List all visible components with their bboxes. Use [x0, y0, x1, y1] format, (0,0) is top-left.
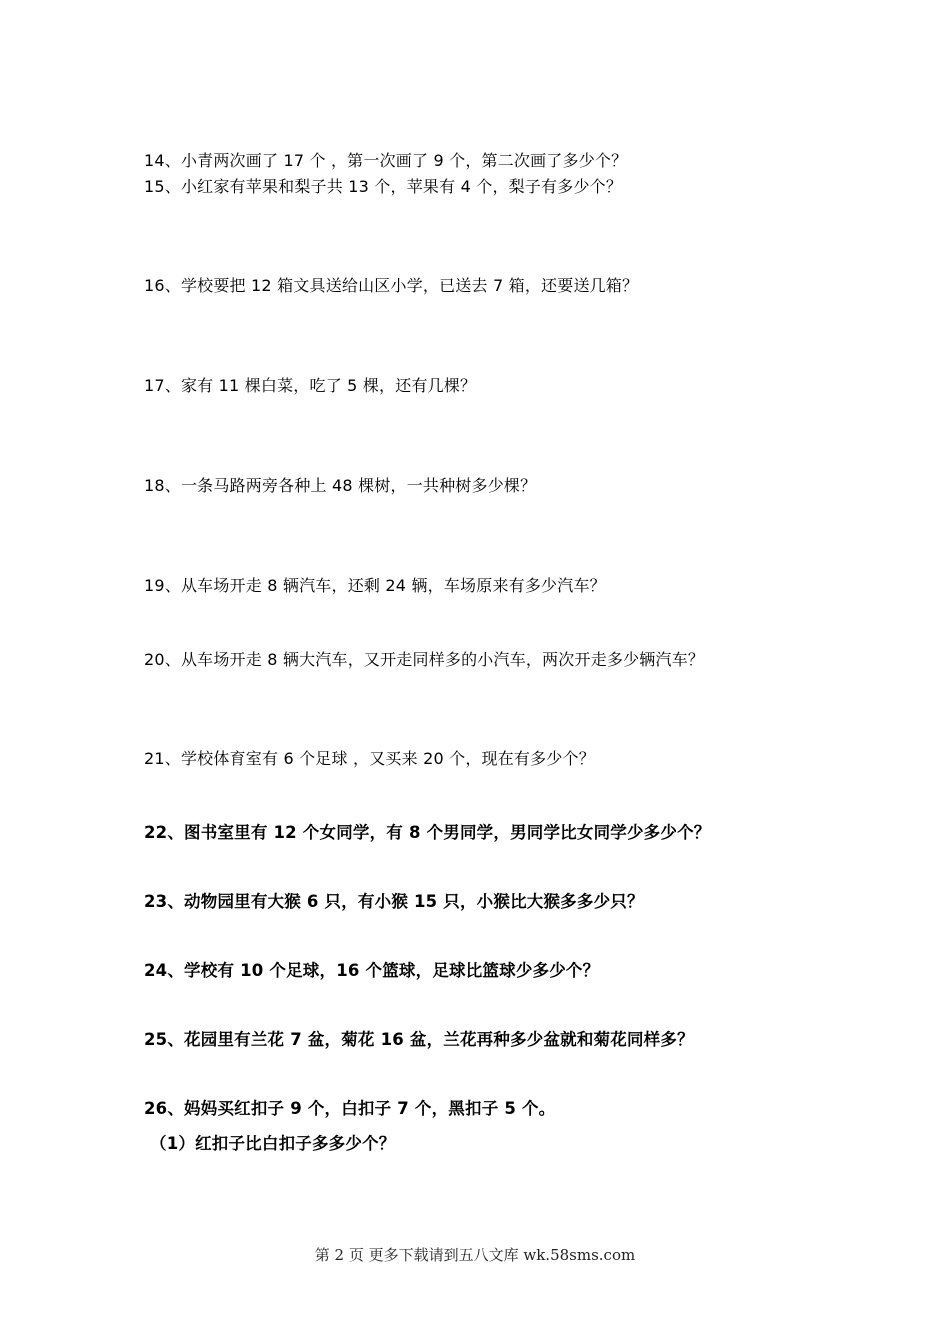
- page-footer: 第 2 页 更多下载请到五八文库 wk.58sms.com: [314, 1246, 636, 1264]
- problem-21: 21、学校体育室有 6 个足球 ，又买来 20 个，现在有多少个？: [144, 749, 595, 768]
- problem-19: 19、从车场开走 8 辆汽车，还剩 24 辆，车场原来有多少汽车？: [144, 576, 606, 595]
- problem-22: 22、图书室里有 12 个女同学，有 8 个男同学，男同学比女同学少多少个？: [144, 823, 711, 842]
- problem-23: 23、动物园里有大猴 6 只，有小猴 15 只，小猴比大猴多多少只？: [144, 892, 644, 911]
- problem-26-sub-1: （1）红扣子比白扣子多多少个？: [150, 1134, 396, 1153]
- problem-26: 26、妈妈买红扣子 9 个，白扣子 7 个，黑扣子 5 个。: [144, 1099, 556, 1118]
- problem-17: 17、家有 11 棵白菜，吃了 5 棵，还有几棵？: [144, 376, 477, 395]
- problem-14: 14、小青两次画了 17 个 ，第一次画了 9 个，第二次画了多少个？: [144, 151, 628, 170]
- problem-25: 25、花园里有兰花 7 盆，菊花 16 盆，兰花再种多少盆就和菊花同样多？: [144, 1030, 694, 1049]
- problem-15: 15、小红家有苹果和梨子共 13 个，苹果有 4 个，梨子有多少个？: [144, 177, 623, 196]
- problem-20: 20、从车场开走 8 辆大汽车，又开走同样多的小汽车，两次开走多少辆汽车？: [144, 650, 705, 669]
- problem-24: 24、学校有 10 个足球，16 个篮球，足球比篮球少多少个？: [144, 961, 600, 980]
- problem-18: 18、一条马路两旁各种上 48 棵树，一共种树多少棵？: [144, 476, 537, 495]
- problem-16: 16、学校要把 12 箱文具送给山区小学，已送去 7 箱，还要送几箱？: [144, 276, 639, 295]
